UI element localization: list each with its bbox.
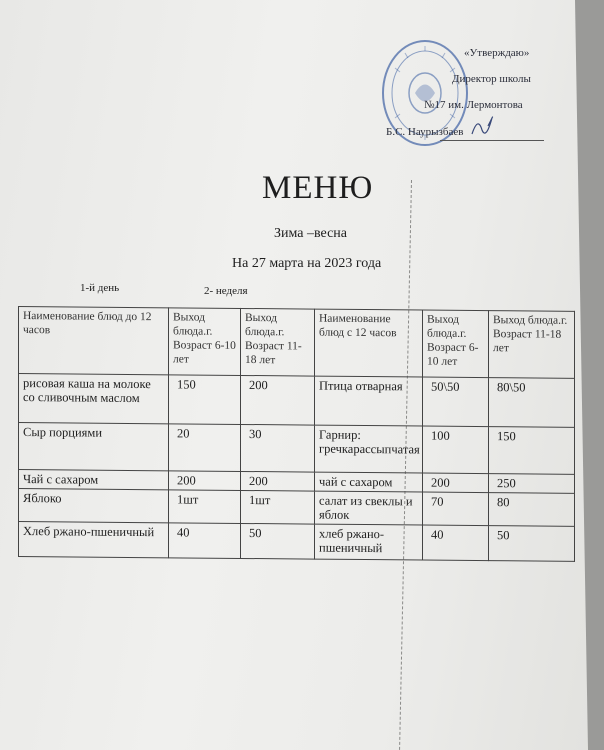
table-header-row xyxy=(19,307,575,379)
approval-heading: «Утверждаю» xyxy=(464,47,530,59)
table-cell: 30 xyxy=(241,424,315,472)
table-cell: 20 xyxy=(169,424,241,472)
table-cell: 200 xyxy=(423,473,489,493)
table-row xyxy=(19,374,575,428)
header-cell: Выход блюда.г. Возраст 6-10 лет xyxy=(423,310,489,378)
table-cell: чай с сахаром xyxy=(315,472,423,492)
table-cell: 40 xyxy=(169,523,241,559)
table-cell: 100 xyxy=(423,426,489,474)
day-label: 1-й день xyxy=(80,282,120,294)
table-cell: хлеб ржано-пшеничный xyxy=(315,524,423,560)
header-cell: Выход блюда.г. Возраст 6-10 лет xyxy=(169,308,241,376)
table-row xyxy=(19,423,575,475)
table-cell: рисовая каша на молоке со сливочным маслом xyxy=(19,374,169,424)
header-cell: Выход блюда.г. Возраст 11-18 лет xyxy=(241,308,315,376)
date-label: На 27 марта на 2023 года xyxy=(232,256,382,271)
table-cell: 200 xyxy=(241,375,315,425)
table-cell: 80 xyxy=(489,493,575,527)
season-label: Зима –весна xyxy=(274,226,347,241)
header-cell: Наименование блюд до 12 часов xyxy=(19,307,169,375)
header-cell: Выход блюда.г. Возраст 11-18 лет xyxy=(489,311,575,379)
table-cell: 150 xyxy=(169,375,241,425)
table-cell: салат из свеклы и яблок xyxy=(315,491,423,525)
table-row xyxy=(19,489,575,527)
table-cell: 40 xyxy=(423,525,489,561)
menu-table xyxy=(18,306,575,562)
table-cell: Гарнир: гречкарассыпчатая xyxy=(315,425,423,473)
table-cell: 150 xyxy=(489,427,575,475)
table-cell: 250 xyxy=(489,474,575,494)
page-title: МЕНЮ xyxy=(262,170,374,206)
approval-school: №17 им. Лермонтова xyxy=(424,99,523,111)
table-cell: Яблоко xyxy=(19,489,169,523)
table-row xyxy=(19,522,575,562)
approval-director: Директор школы xyxy=(452,73,531,85)
approval-signer: Б.С. Наурызбаев xyxy=(386,126,464,138)
table-cell: 200 xyxy=(241,471,315,491)
signature-line xyxy=(440,140,544,141)
table-cell: 50\50 xyxy=(423,377,489,427)
table-cell: Хлеб ржано-пшеничный xyxy=(19,522,169,558)
table-cell: 50 xyxy=(489,526,575,562)
table-cell: 200 xyxy=(169,471,241,491)
signature-scribble xyxy=(468,112,498,142)
table-cell: 80\50 xyxy=(489,378,575,428)
table-cell: 70 xyxy=(423,492,489,526)
table-cell: Чай с сахаром xyxy=(19,470,169,490)
header-cell: Наименование блюд с 12 часов xyxy=(315,309,423,377)
table-cell: Птица отварная xyxy=(315,376,423,426)
table-cell: 50 xyxy=(241,523,315,559)
table-cell: Сыр порциями xyxy=(19,423,169,471)
table-cell: 1шт xyxy=(169,490,241,524)
week-label: 2- неделя xyxy=(204,285,248,297)
table-cell: 1шт xyxy=(241,490,315,524)
